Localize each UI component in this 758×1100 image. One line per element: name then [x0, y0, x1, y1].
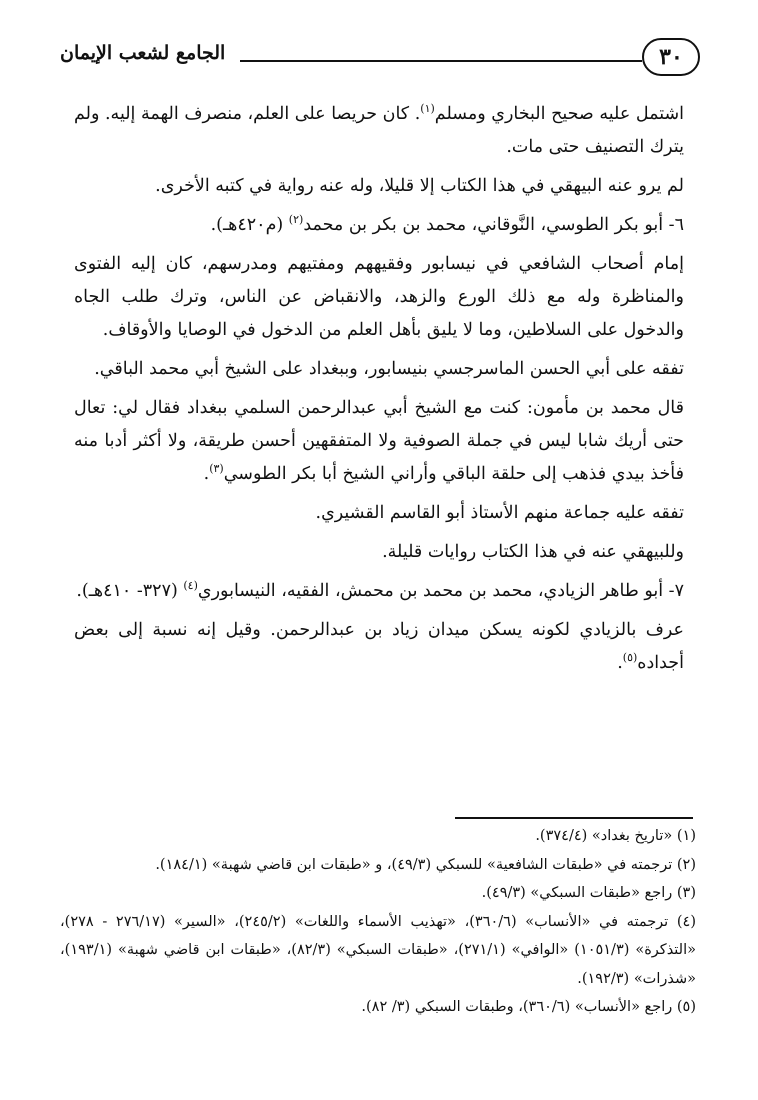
footnote: (٣) راجع «طبقات السبكي» (٤٩/٣). — [481, 885, 696, 901]
paragraph-text: قال محمد بن مأمون: كنت مع الشيخ أبي عبدالرحمن السلمي ببغداد فقال لي: تعال حتى أريك شابا ليس في جملة الصوفية ولا المتفقهين أحسن طريقة، ولا أكثر أدبا منه فأخذ بيدي فذهب إلى حلقة الباقي وأراني الشيخ أبا بكر الطوسي — [74, 398, 684, 484]
footnote-separator — [455, 817, 693, 819]
paragraph-text: تفقه على أبي الحسن الماسرجسي بنيسابور، وببغداد على الشيخ أبي محمد الباقي. — [94, 359, 684, 379]
header-rule — [240, 60, 642, 62]
paragraph-text: لم يرو عنه البيهقي في هذا الكتاب إلا قليلا، وله عنه رواية في كتبه الأخرى. — [155, 176, 684, 196]
page-number: ٣٠ — [642, 38, 700, 76]
footnote-ref[interactable]: (٥) — [622, 651, 638, 665]
paragraph — [74, 353, 684, 386]
paragraph-text: ٦- أبو بكر الطوسي، النَّوقاني، محمد بن بكر بن محمد — [303, 215, 684, 235]
footnote: (١) «تاريخ بغداد» (٣٧٤/٤). — [535, 828, 696, 844]
paragraph — [74, 497, 684, 530]
paragraph — [74, 392, 684, 491]
paragraph-text: وللبيهقي عنه في هذا الكتاب روايات قليلة. — [382, 542, 684, 562]
paragraph-text: تفقه عليه جماعة منهم الأستاذ أبو القاسم القشيري. — [315, 503, 684, 523]
footnote-ref[interactable]: (٢) — [288, 213, 304, 227]
footnote-ref[interactable]: (٣) — [209, 462, 224, 476]
paragraph — [74, 614, 684, 680]
paragraph — [74, 575, 684, 608]
running-title: الجامع لشعب الإيمان — [60, 42, 226, 64]
body-text — [74, 98, 684, 686]
paragraph-tail: (٣٢٧- ٤١٠هـ). — [76, 581, 184, 601]
paragraph — [74, 248, 684, 347]
footnote: (٤) ترجمته في «الأنساب» (٣٦٠/٦)، «تهذيب الأسماء واللغات» (٢٤٥/٢)، «السير» (٢٧٦/١٧ - ٢٧٨)، «التذكرة» (١٠٥١/٣) «الوافي» (٢٧١/١)، «طبقات السبكي» (٨٢/٣)، «طبقات ابن قاضي شهبة» (١٩٣/١)، «شذرات» (١٩٢/٣). — [60, 913, 697, 987]
paragraph-text: إمام أصحاب الشافعي في نيسابور وفقيههم ومفتيهم ومدرسهم، كان إليه الفتوى والمناظرة وله مع ذلك الورع والزهد، والانقباض عن الناس، وترك طلب الجاه والدخول على السلاطين، وما لا يليق بأهل العلم من الدخول في الوصايا والأوقاف. — [74, 254, 684, 340]
paragraph — [74, 170, 684, 203]
footnote: (٢) ترجمته في «طبقات الشافعية» للسبكي (٤٩/٣)، و «طبقات ابن قاضي شهبة» (١٨٤/١). — [155, 856, 696, 873]
paragraph — [74, 209, 684, 242]
paragraph-text: ٧- أبو طاهر الزيادي، محمد بن محمد بن محمش، الفقيه، النيسابوري — [197, 581, 684, 601]
paragraph-text: اشتمل عليه صحيح البخاري ومسلم — [434, 104, 685, 124]
paragraph-tail: . كان حريصا على العلم، منصرف الهمة إليه. ولم يترك التصنيف حتى مات. — [74, 104, 684, 157]
page-header — [60, 36, 700, 80]
footnote-ref[interactable]: (٤) — [183, 579, 198, 593]
paragraph — [74, 536, 684, 569]
paragraph-tail: (م٤٢٠هـ). — [210, 215, 289, 235]
footnote: (٥) راجع «الأنساب» (٣٦٠/٦)، وطبقات السبكي (٣/ ٨٢). — [361, 999, 696, 1015]
paragraph-tail: . — [617, 653, 623, 673]
footnote-ref[interactable]: (١) — [420, 102, 435, 116]
paragraph — [74, 98, 684, 164]
paragraph-tail: . — [203, 464, 210, 484]
footnotes — [60, 822, 696, 1022]
paragraph-text: عرف بالزيادي لكونه يسكن ميدان زياد بن عبدالرحمن. وقيل إنه نسبة إلى بعض أجداده — [74, 620, 684, 673]
